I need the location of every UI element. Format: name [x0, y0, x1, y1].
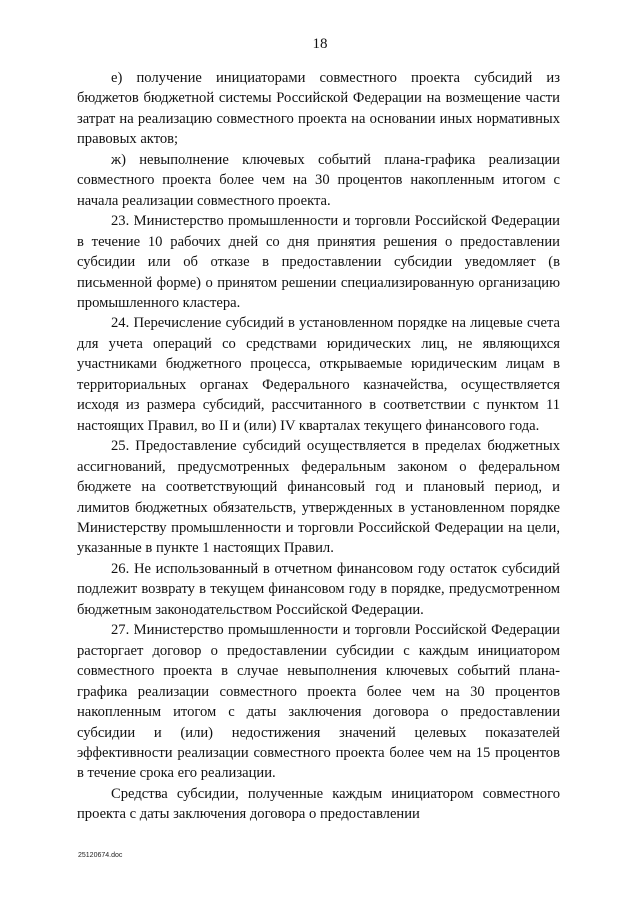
- paragraph-25: 25. Предоставление субсидий осуществляется в пределах бюджетных ассигнований, предусмотренных федеральным законом о федеральном бюджете на соответствующий финансовый год и плановый период, и лимитов бюджетных обязательств, утвержденных в установленном порядке Министерству промышленности и торговли Российской Федерации на цели, указанные в пункте 1 настоящих Правил.: [77, 438, 560, 557]
- paragraph-item-zh: ж) невыполнение ключевых событий плана-графика реализации совместного проекта более чем на 30 процентов накопленным итогом с начала реализации совместного проекта.: [77, 151, 560, 209]
- paragraph-23: 23. Министерство промышленности и торговли Российской Федерации в течение 10 рабочих дней со дня принятия решения о предоставлении субсидии или об отказе в предоставлении субсидии уведомляет (в письменной форме) о принятом решении специализированную организацию промышленного кластера.: [77, 213, 560, 311]
- page-number: 18: [312, 36, 328, 52]
- paragraph-item-e: е) получение инициаторами совместного проекта субсидий из бюджетов бюджетной системы Российской Федерации на возмещение части затрат на реализацию совместного проекта на основании иных нормативных правовых актов;: [77, 70, 560, 148]
- document-body: [77, 68, 560, 825]
- paragraph-26: 26. Не использованный в отчетном финансовом году остаток субсидий подлежит возврату в текущем финансовом году в порядке, предусмотренном бюджетным законодательством Российской Федерации.: [77, 560, 560, 618]
- paragraph-27: 27. Министерство промышленности и торговли Российской Федерации расторгает договор о предоставлении субсидии с каждым инициатором совместного проекта в случае невыполнения ключевых событий плана-графика реализации совместного проекта более чем на 30 процентов накопленным итогом с даты заключения договора о предоставлении субсидии и (или) недостижения значений целевых показателей эффективности реализации совместного проекта более чем на 15 процентов в течение срока его реализации.: [77, 622, 560, 782]
- paragraph-24: 24. Перечисление субсидий в установленном порядке на лицевые счета для учета операций со средствами юридических лиц, не являющихся участниками бюджетного процесса, открываемые юридическим лицам в территориальных органах Федерального казначейства, осуществляется исходя из размера субсидий, рассчитанного в соответствии с пунктом 11 настоящих Правил, во II и (или) IV кварталах текущего финансового года.: [77, 315, 560, 434]
- footer-filename: 25120674.doc: [78, 852, 123, 859]
- paragraph-27-continuation: Средства субсидии, полученные каждым инициатором совместного проекта с даты заключения договора о предоставлении: [77, 785, 560, 823]
